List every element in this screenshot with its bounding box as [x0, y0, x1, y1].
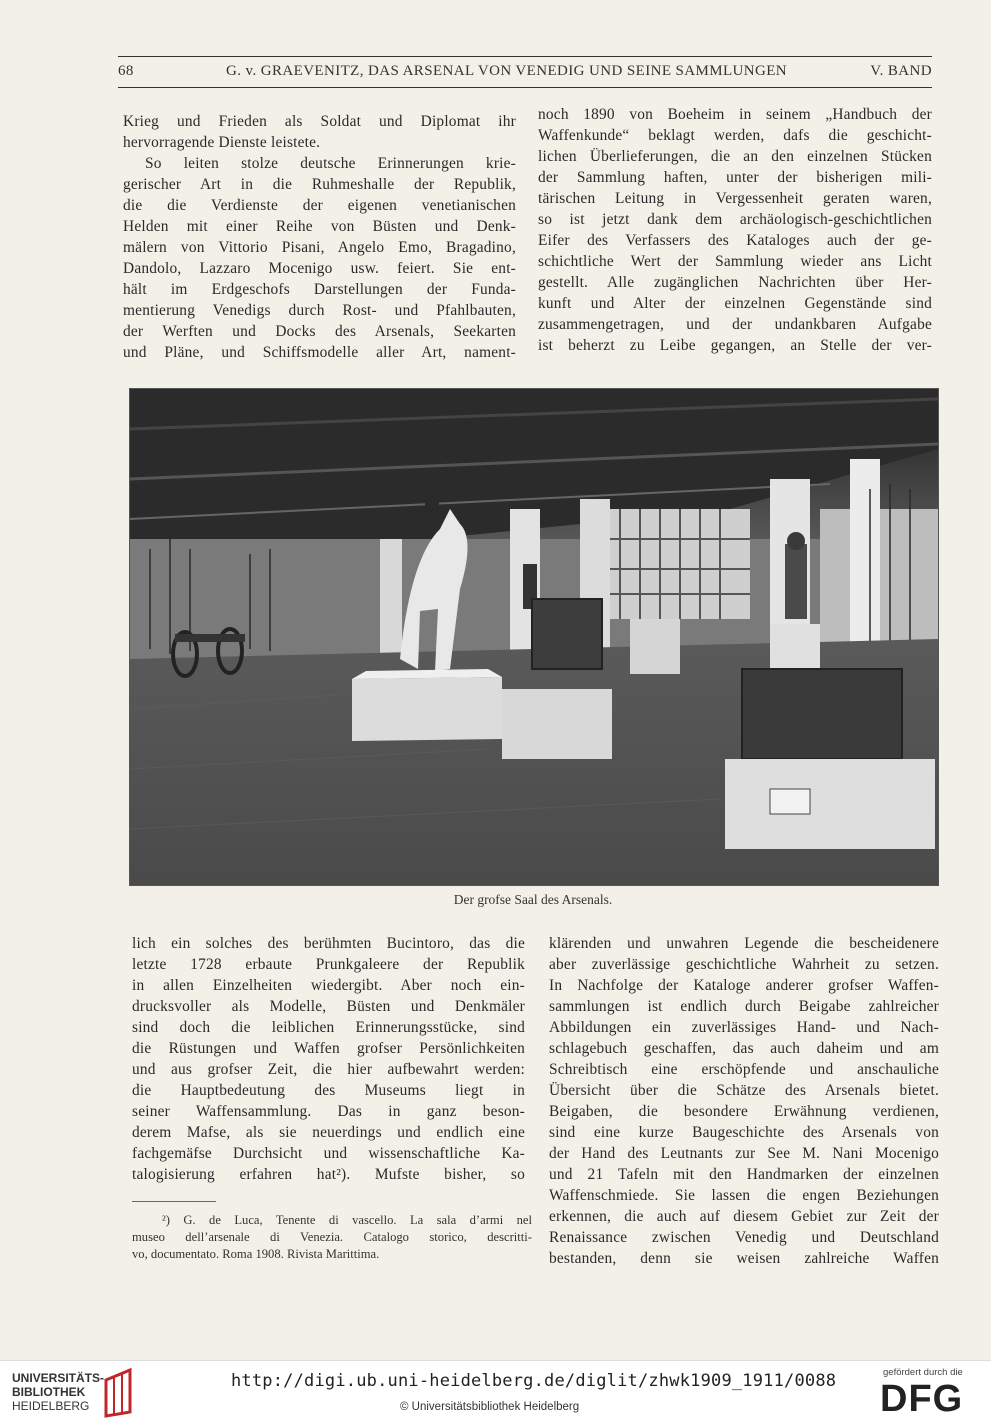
text-line: tärischen Leitung in Vergessenheit geraten waren, [538, 190, 932, 207]
text-line: seiner Waffensammlung. Das in ganz beson- [132, 1103, 525, 1120]
text-line: mälern von Vittorio Pisani, Angelo Emo, Bragadino, [123, 239, 516, 256]
lower-left-column [132, 933, 525, 1185]
text-line: ist beherzt zu Leibe gegangen, an Stelle der ver- [538, 337, 932, 354]
footnote-rule [132, 1201, 216, 1202]
footnote-line: museo dell’arsenale di Venezia. Catalogo storico, descritti- [132, 1230, 532, 1244]
upper-left-column [123, 111, 516, 363]
running-head [118, 61, 932, 83]
text-line: und aus grofser Zeit, die hier aufbewahrt werden: [132, 1061, 525, 1078]
text-line: noch 1890 von Boeheim in seinem „Handbuch der [538, 106, 932, 123]
text-line: der Hand des Leutnants zur See M. Nani Mocenigo [549, 1145, 939, 1162]
dfg-logo: DFG [880, 1378, 964, 1420]
text-line: sind doch die leiblichen Erinnerungsstücke, sind [132, 1019, 525, 1036]
text-line: hervorragende Dienste leistete. [123, 134, 321, 151]
text-line: schichtliche Wert der Sammlung wieder ans Licht [538, 253, 932, 270]
page-number: 68 [118, 63, 134, 79]
hall-photograph [129, 388, 939, 886]
text-line: Abbildungen ein zuverlässiges Hand- und Nach- [549, 1019, 939, 1036]
volume-label: V. BAND [870, 63, 932, 79]
photo-illustration [130, 389, 938, 885]
figure-caption: Der grofse Saal des Arsenals. [453, 892, 613, 907]
text-line: in allen Einzelheiten wiedergibt. Aber noch ein- [132, 977, 525, 994]
text-line: talogisierung erfahren hat²). Mufste bisher, so [132, 1166, 525, 1183]
text-line: gestellt. Alle zugänglichen Nachrichten über Her- [538, 274, 932, 291]
text-line: In Nachfolge der Kataloge anderer grofser Waffen- [549, 977, 939, 994]
footnote-line: ²) G. de Luca, Tenente di vascello. La sala d’armi nel [162, 1213, 532, 1227]
header-rule [118, 87, 932, 88]
text-line: und 21 Tafeln mit den Handmarken der einzelnen [549, 1166, 939, 1183]
library-logo-text [12, 1371, 104, 1413]
text-line: sammlungen ist endlich durch Beigabe zahlreicher [549, 998, 939, 1015]
text-line: die Hauptbedeutung des Museums liegt in [132, 1082, 525, 1099]
text-line: klärenden und unwahren Legende die bescheidenere [549, 935, 939, 952]
text-line: So leiten stolze deutsche Erinnerungen krie- [145, 155, 516, 172]
text-line: Waffenkunde“ beklagt werden, dafs die geschicht- [538, 127, 932, 144]
text-line: der Sammlung haften, unter der bisherigen mili- [538, 169, 932, 186]
footnote-line: vo, documentato. Roma 1908. Rivista Marittima. [132, 1247, 380, 1261]
text-line: aber zuverlässige geschichtliche Wahrheit zu setzen. [549, 956, 939, 973]
text-line: Schreibtisch eine erschöpfende und anschauliche [549, 1061, 939, 1078]
text-line: lich ein solches des berühmten Bucintoro, das die [132, 935, 525, 952]
text-line: bestanden, denn sie weisen zahlreiche Waffen [549, 1250, 939, 1267]
text-line: die die Verdienste der eigenen venetianischen [123, 197, 516, 214]
text-line: Renaissance zwischen Venedig und Deutschland [549, 1229, 939, 1246]
text-line: sind eine kurze Baugeschichte des Arsenals von [549, 1124, 939, 1141]
text-line: der Werften und Docks des Arsenals, Seekarten [123, 323, 516, 340]
lower-right-column [549, 933, 939, 1269]
text-line: hält im Erdgeschofs Darstellungen der Funda- [123, 281, 516, 298]
text-line: schlagebuch geschaffen, das auch daheim und am [549, 1040, 939, 1057]
text-line: mentierung Venedigs durch Rost- und Pfahlbauten, [123, 302, 516, 319]
footnote [132, 1212, 532, 1263]
text-line: gerischer Art in die Ruhmeshalle der Republik, [123, 176, 516, 193]
text-line: und Pläne, und Schiffsmodelle aller Art, nament- [123, 344, 516, 361]
text-line: erkennen, die auch auf diesem Gebiet zur Zeit der [549, 1208, 939, 1225]
top-rule [118, 56, 932, 57]
text-line: so ist jetzt dank dem archäologisch-geschichtlichen [538, 211, 932, 228]
library-name-line: BIBLIOTHEK [12, 1385, 86, 1399]
text-line: fachgemäfse Durchsicht und wissenschaftliche Ka- [132, 1145, 525, 1162]
text-line: die Rüstungen und Waffen grofser Persönlichkeiten [132, 1040, 525, 1057]
copyright-notice: © Universitätsbibliothek Heidelberg [400, 1401, 580, 1413]
text-line: Beigaben, die besondere Erwähnung verdienen, [549, 1103, 939, 1120]
text-line: derem Mafse, als sie neuerdings und endlich eine [132, 1124, 525, 1141]
text-line: Eifer des Verfassers des Kataloges auch der ge- [538, 232, 932, 249]
text-line: Waffenschmiede. Sie lassen die engen Beziehungen [549, 1187, 939, 1204]
text-line: letzte 1728 erbaute Prunkgaleere der Republik [132, 956, 525, 973]
text-line: drucksvoller als Modelle, Büsten und Denkmäler [132, 998, 525, 1015]
text-line: Übersicht über die Schätze des Arsenals bietet. [549, 1082, 939, 1099]
text-line: kunft und Alter der einzelnen Gegenstände sind [538, 295, 932, 312]
text-line: Dandolo, Lazzaro Mocenigo usw. feiert. Sie ent- [123, 260, 516, 277]
upper-right-column [538, 104, 932, 356]
text-line: Krieg und Frieden als Soldat und Diplomat ihr [123, 113, 516, 130]
running-title: G. v. GRAEVENITZ, DAS ARSENAL VON VENEDIG UND SEINE SAMMLUNGEN [226, 63, 788, 79]
funded-by-label: gefördert durch die [883, 1367, 963, 1378]
text-line: zusammengetragen, und der undankbaren Aufgabe [538, 316, 932, 333]
library-name-line: HEIDELBERG [12, 1399, 90, 1413]
library-logo-icon [100, 1368, 140, 1418]
text-line: Helden mit einer Reihe von Büsten und Denk- [123, 218, 516, 235]
text-line: lichen Überlieferungen, die an den einzelnen Stücken [538, 148, 932, 165]
library-name-line: UNIVERSITÄTS- [12, 1371, 105, 1385]
permalink-url[interactable]: http://digi.ub.uni-heidelberg.de/diglit/zhwk1909_1911/0088 [231, 1371, 837, 1391]
library-footer [0, 1360, 991, 1426]
